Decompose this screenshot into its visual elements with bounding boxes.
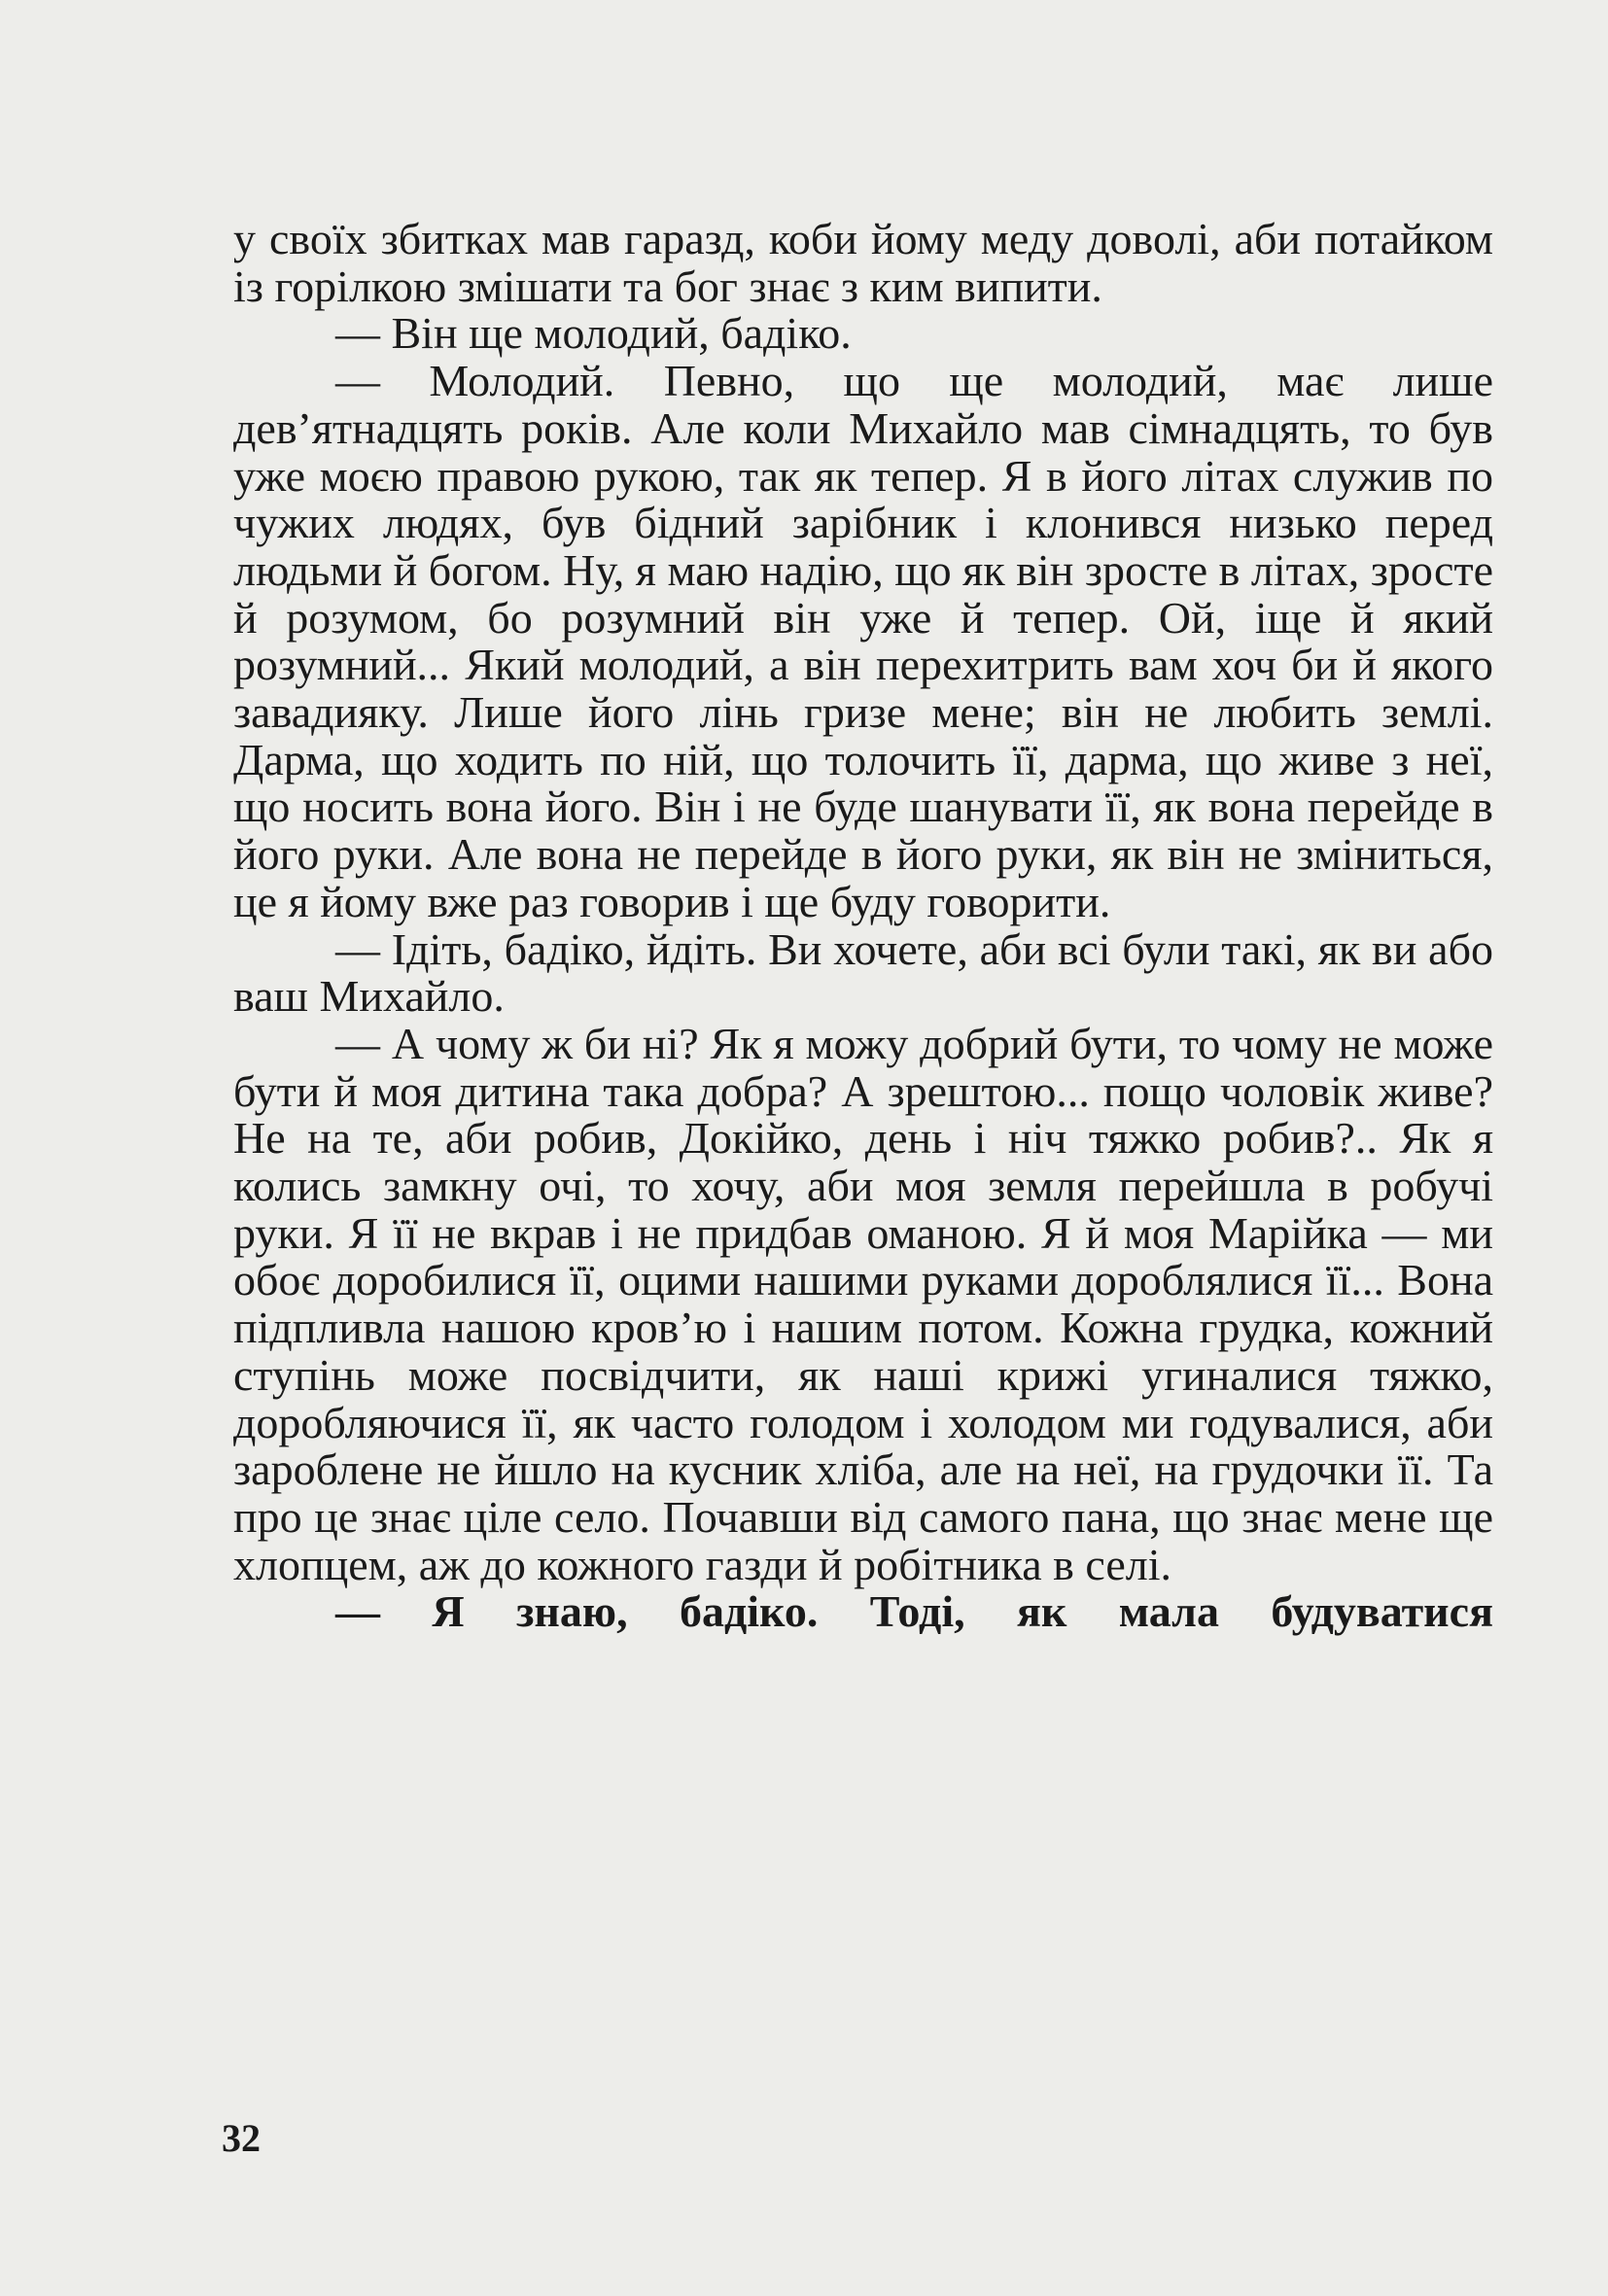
- paragraph-6: — Я знаю, бадіко. Тоді, як мала будуватися: [335, 1586, 1493, 1637]
- paragraph-4: — Ідіть, бадіко, йдіть. Ви хочете, аби всі були такі, як ви або ваш Михайло.: [233, 923, 1493, 1022]
- paragraph-2: — Він ще молодий, бадіко.: [335, 308, 852, 359]
- paragraph-3: — Молодий. Певно, що ще молодий, має лише дев’ятнадцять років. Але коли Михайло мав сімнадцять, то був уже моєю правою рукою, так як тепер. Я в його літах служив по чужих людях, був бідний зарібник і клонився низько перед людьми й богом. Ну, я маю надію, що як він зросте в літах, зросте й розумом, бо розумний він уже й тепер. Ой, іще й який розумний... Який молодий, а він перехитрить вам хоч би й якого завадияку. Лише його лінь гризе мене; він не любить землі. Дарма, що ходить по ній, що толочить її, дарма, що живе з неї, що носить вона його. Він і не буде шанувати її, як вона перейде в його руки. Але вона не перейде в його руки, як він не зміниться, це я йому вже раз говорив і ще буду говорити.: [233, 356, 1493, 926]
- paragraph-5: — А чому ж би ні? Як я можу добрий бути, то чому не може бути й моя дитина така добра? А зрештою... пощо чоловік живе? Не на те, аби робив, Докійко, день і ніч тяжко робив?.. Як я колись замкну очі, то хочу, аби моя земля перейшла в робучі руки. Я її не вкрав і не придбав оманою. Я й моя Марійка — ми обоє доробилися її, оцими нашими руками дороблялися її... Вона підпливла нашою кров’ю і нашим потом. Кожна грудка, кожний ступінь може посвідчити, як наші крижі угиналися тяжко, доробляючися її, як часто голодом і холодом ми годувалися, аби зароблене не йшло на кусник хліба, але на неї, на грудочки її. Та про це знає ціле село. Почавши від самого пана, що знає мене ще хлопцем, аж до кожного газди й робітника в селі.: [233, 1018, 1493, 1589]
- paragraph-1: у своїх збитках мав гаразд, коби йому меду доволі, аби потайком із горілкою змішати та бог знає з ким випити.: [233, 214, 1493, 311]
- page-text: [233, 216, 1493, 1636]
- page-number: 32: [222, 2116, 261, 2160]
